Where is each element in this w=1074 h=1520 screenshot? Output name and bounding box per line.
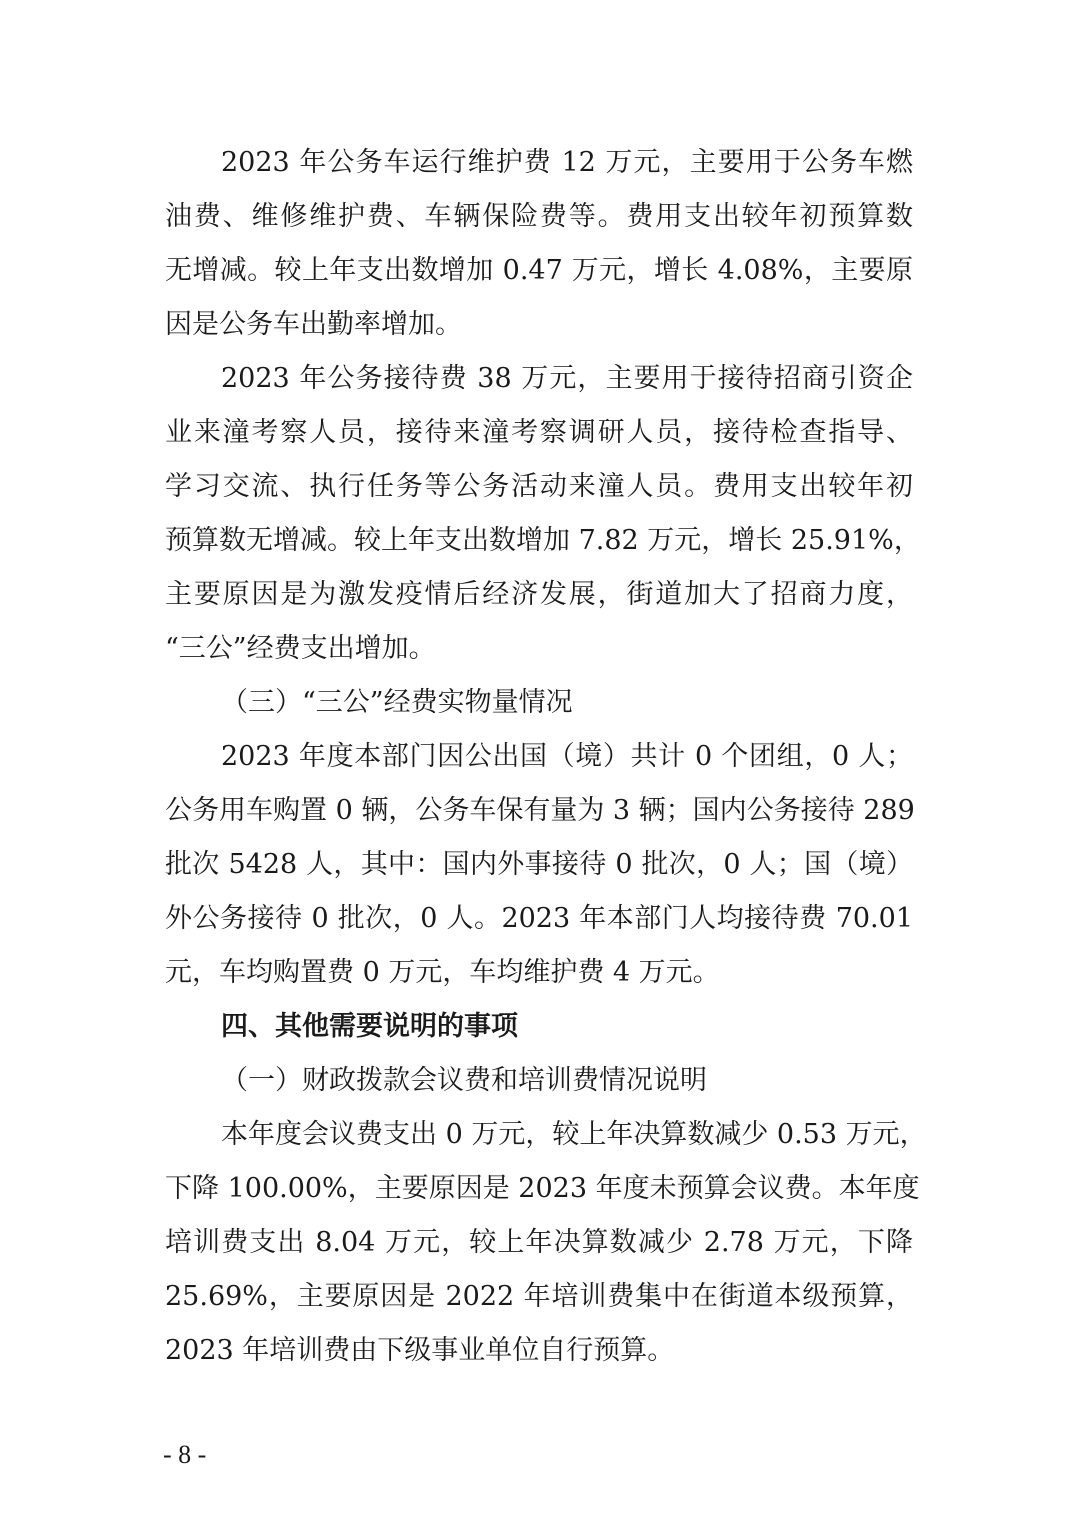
subsection-heading-one: （一）财政拨款会议费和培训费情况说明 <box>221 1065 707 1096</box>
paragraph-meeting-line: 25.69%，主要原因是 2022 年培训费集中在街道本级预算， <box>165 1281 913 1312</box>
paragraph-vehicle-line: 无增减。较上年支出数增加 0.47 万元，增长 4.08%，主要原 <box>165 255 913 286</box>
paragraph-reception-line: 预算数无增减。较上年支出数增加 7.82 万元，增长 25.91%， <box>165 525 921 556</box>
paragraph-quantity-line: 2023 年度本部门因公出国（境）共计 0 个团组，0 人； <box>221 741 913 772</box>
paragraph-quantity-line: 批次 5428 人，其中：国内外事接待 0 批次，0 人；国（境） <box>165 849 913 880</box>
paragraph-meeting-line: 2023 年培训费由下级事业单位自行预算。 <box>165 1335 675 1366</box>
paragraph-vehicle-line: 因是公务车出勤率增加。 <box>165 309 462 340</box>
section-heading-four: 四、其他需要说明的事项 <box>221 1011 518 1042</box>
paragraph-quantity-line: 公务用车购置 0 辆，公务车保有量为 3 辆；国内公务接待 289 <box>165 795 915 826</box>
page-number: - 8 - <box>163 1440 207 1469</box>
paragraph-reception-line: 学习交流、执行任务等公务活动来潼人员。费用支出较年初 <box>165 471 913 502</box>
paragraph-meeting-line: 本年度会议费支出 0 万元，较上年决算数减少 0.53 万元， <box>221 1119 927 1150</box>
paragraph-meeting-line: 培训费支出 8.04 万元，较上年决算数减少 2.78 万元，下降 <box>165 1227 913 1258</box>
paragraph-quantity-line: 外公务接待 0 批次，0 人。2023 年本部门人均接待费 70.01 <box>165 903 913 934</box>
paragraph-meeting-line: 下降 100.00%，主要原因是 2023 年度未预算会议费。本年度 <box>165 1173 920 1204</box>
paragraph-quantity-line: 元，车均购置费 0 万元，车均维护费 4 万元。 <box>165 957 720 988</box>
paragraph-vehicle-line: 2023 年公务车运行维护费 12 万元，主要用于公务车燃 <box>221 147 913 178</box>
paragraph-reception-line: 主要原因是为激发疫情后经济发展，街道加大了招商力度， <box>165 579 913 610</box>
paragraph-vehicle-line: 油费、维修维护费、车辆保险费等。费用支出较年初预算数 <box>165 201 913 232</box>
section-heading-three: （三）“三公”经费实物量情况 <box>221 687 573 718</box>
paragraph-reception-line: “三公”经费支出增加。 <box>165 633 436 664</box>
paragraph-reception-line: 业来潼考察人员，接待来潼考察调研人员，接待检查指导、 <box>165 417 913 448</box>
paragraph-reception-line: 2023 年公务接待费 38 万元，主要用于接待招商引资企 <box>221 363 913 394</box>
